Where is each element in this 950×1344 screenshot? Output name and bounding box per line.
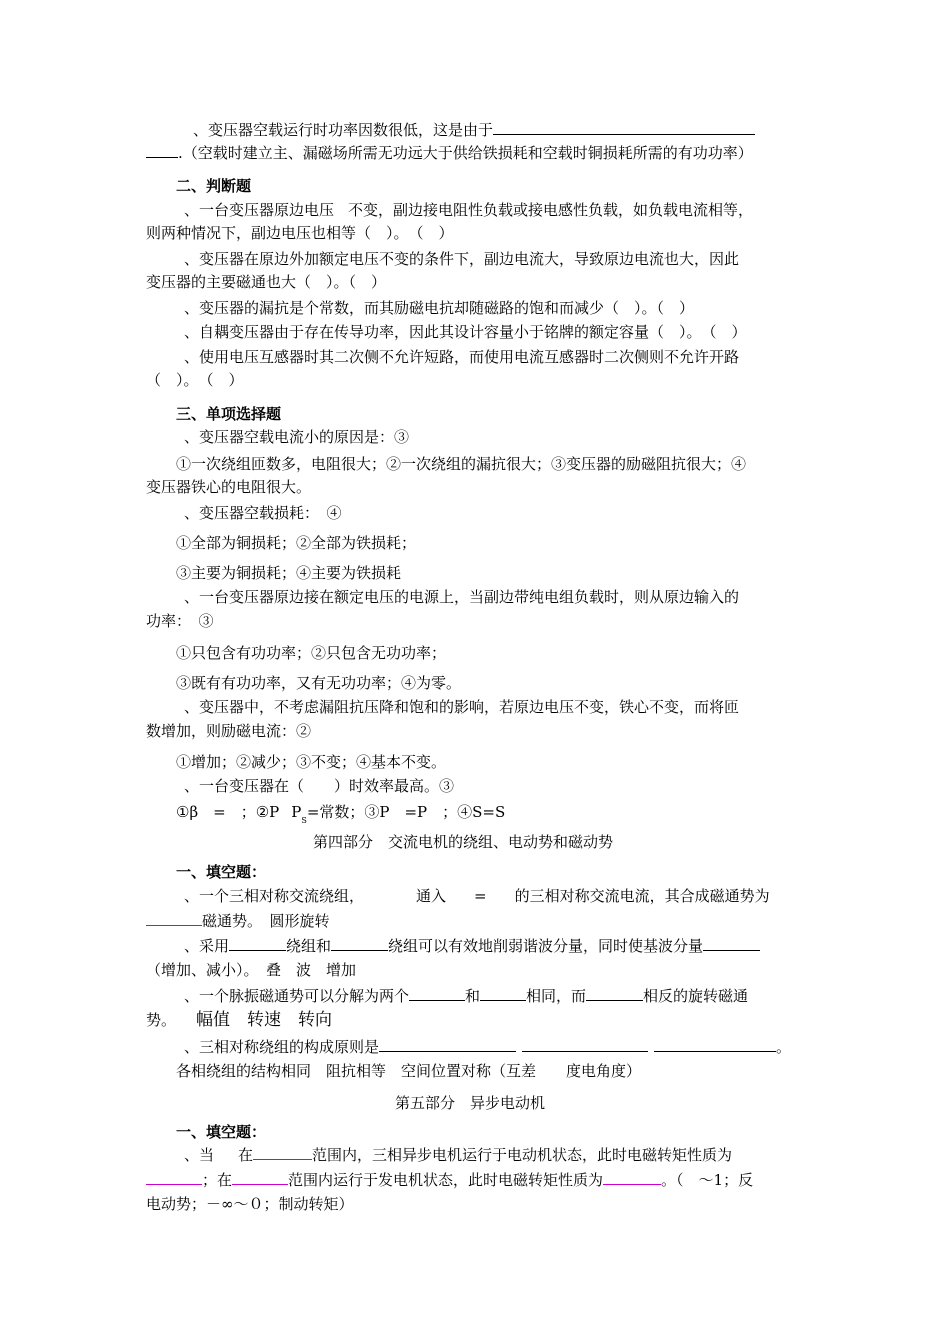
part-heading-4: 第四部分 交流电机的绕组、电动势和磁动势 — [313, 833, 614, 851]
answer-blank — [603, 1170, 661, 1185]
fill4-1 — [184, 886, 770, 906]
text: P — [291, 803, 302, 821]
judge-3: 、变压器的漏抗是个常数，而其励磁电抗却随磁路的饱和而减少（ ）。（ ） — [184, 299, 695, 317]
answer-blank — [232, 1170, 288, 1185]
judge-1-cont: 则两种情况下，副边电压也相等（ ）。 （ ） — [146, 224, 454, 242]
fill4-3-cont — [146, 1010, 332, 1030]
answer-blank — [146, 1170, 202, 1185]
subscript: S — [301, 816, 307, 825]
text: = — [474, 887, 487, 905]
answer-blank — [146, 143, 178, 158]
answer-blank — [654, 1037, 776, 1052]
text: 相同，而 — [526, 987, 587, 1005]
text: 不变，副边接电阻性负载或接电感性负载，如负载电流相等， — [348, 201, 754, 219]
text: 和 — [465, 987, 481, 1005]
choice-2-question: 、变压器空载损耗： ④ — [184, 504, 342, 522]
fill4-1-cont — [146, 911, 330, 931]
text: 、三相对称绕组的构成原则是 — [184, 1038, 380, 1056]
text: 范围内，三相异步电机运行于电动机状态，此时电磁转矩性质为 — [312, 1146, 733, 1164]
text: 、变压器空载运行时功率因数很低，这是由于 — [193, 121, 494, 139]
text: ①β = ；②P — [176, 803, 280, 821]
choice-4-question-cont: 数增加，则励磁电流：② — [146, 722, 312, 740]
text: 的三相对称交流电流，其合成磁通势为 — [514, 887, 770, 905]
choice-3-options-1: ①只包含有功功率；②只包含无功功率； — [176, 644, 447, 662]
text: 绕组和 — [286, 937, 332, 955]
section-heading-fill-4: 一、填空题： — [176, 863, 267, 881]
choice-1-options-cont: 变压器铁心的电阻很大。 — [146, 478, 312, 496]
fill4-4-answer: 各相绕组的结构相同 阻抗相等 空间位置对称（互差 度电角度） — [176, 1062, 642, 1080]
fill4-4 — [184, 1037, 791, 1057]
fill4-3 — [184, 986, 748, 1006]
choice-5-question: 、一台变压器在（ ）时效率最高。③ — [184, 777, 455, 795]
answer-text: 幅值 转速 转向 — [196, 1010, 333, 1030]
judge-4: 、自耦变压器由于存在传导功率，因此其设计容量小于铭牌的额定容量（ ）。 （ ） — [184, 323, 747, 341]
text: 磁通势。 圆形旋转 — [202, 912, 330, 930]
section-heading-choice: 三、单项选择题 — [176, 405, 282, 423]
choice-1-question: 、变压器空载电流小的原因是：③ — [184, 428, 410, 446]
text: 。（ ～1；反 — [661, 1171, 754, 1189]
answer-blank — [229, 936, 286, 951]
text: ；在 — [202, 1171, 233, 1189]
choice-3-options-2: ③既有有功功率，又有无功功率；④为零。 — [176, 674, 462, 692]
fill4-2-cont: （增加、减小）。 叠 波 增加 — [146, 961, 357, 979]
fill5-1-cont — [146, 1170, 753, 1190]
fill5-1 — [184, 1145, 732, 1165]
answer-blank — [493, 120, 755, 135]
choice-1-options: ①一次绕组匝数多，电阻很大；②一次绕组的漏抗很大；③变压器的励磁阻抗很大；④ — [176, 455, 747, 473]
text: 势。 — [146, 1011, 177, 1029]
text: 、一个三相对称交流绕组， — [184, 887, 365, 905]
judge-2: 、变压器在原边外加额定电压不变的条件下，副边电流大，导致原边电流也大，因此 — [184, 250, 740, 268]
answer-text: .（空载时建立主、漏磁场所需无功远大于供给铁损耗和空载时铜损耗所需的有功功率） — [178, 144, 753, 162]
answer-blank — [253, 1145, 312, 1160]
judge-5: 、使用电压互感器时其二次侧不允许短路，而使用电流互感器时二次侧则不允许开路 — [184, 348, 740, 366]
choice-4-options: ①增加；②减少；③不变；④基本不变。 — [176, 753, 447, 771]
text: 、一个脉振磁通势可以分解为两个 — [184, 987, 410, 1005]
choice-4-question: 、变压器中，不考虑漏阻抗压降和饱和的影响，若原边电压不变，铁心不变，而将匝 — [184, 698, 740, 716]
q-fill-1 — [193, 120, 755, 140]
judge-2-cont: 变压器的主要磁通也大（ ）。（ ） — [146, 273, 387, 291]
text: 在 — [238, 1146, 254, 1164]
judge-1 — [184, 200, 753, 220]
answer-blank — [586, 986, 643, 1001]
answer-blank — [480, 986, 526, 1001]
choice-2-options-1: ①全部为铜损耗；②全部为铁损耗； — [176, 534, 417, 552]
answer-blank — [522, 1037, 648, 1052]
choice-2-options-2: ③主要为铜损耗；④主要为铁损耗 — [176, 564, 402, 582]
text: 绕组可以有效地削弱谐波分量，同时使基波分量 — [388, 937, 704, 955]
answer-blank — [146, 911, 202, 926]
text: 通入 — [416, 887, 447, 905]
q-fill-1-cont — [146, 143, 753, 163]
text: 范围内运行于发电机状态，此时电磁转矩性质为 — [288, 1171, 604, 1189]
choice-3-question: 、一台变压器原边接在额定电压的电源上，当副边带纯电组负载时，则从原边输入的 — [184, 588, 740, 606]
judge-5-cont: （ ）。 （ ） — [146, 371, 244, 389]
fill4-2 — [184, 936, 760, 956]
answer-blank — [703, 936, 760, 951]
text: 、一台变压器原边电压 — [184, 201, 335, 219]
text: =常数；③P =P ；④S=S — [306, 803, 506, 821]
part-heading-5: 第五部分 异步电动机 — [395, 1094, 546, 1112]
answer-blank — [331, 936, 388, 951]
text: 、当 — [184, 1146, 215, 1164]
fill5-1-cont2: 电动势；－∞～０；制动转矩） — [146, 1195, 354, 1213]
section-heading-fill-5: 一、填空题： — [176, 1123, 267, 1141]
answer-blank — [379, 1037, 516, 1052]
choice-3-question-cont: 功率： ③ — [146, 612, 214, 630]
section-heading-judge: 二、判断题 — [176, 177, 252, 195]
answer-blank — [409, 986, 465, 1001]
choice-5-options — [176, 802, 505, 825]
text: 、采用 — [184, 937, 230, 955]
text: 相反的旋转磁通 — [643, 987, 749, 1005]
text: 。 — [776, 1038, 792, 1056]
